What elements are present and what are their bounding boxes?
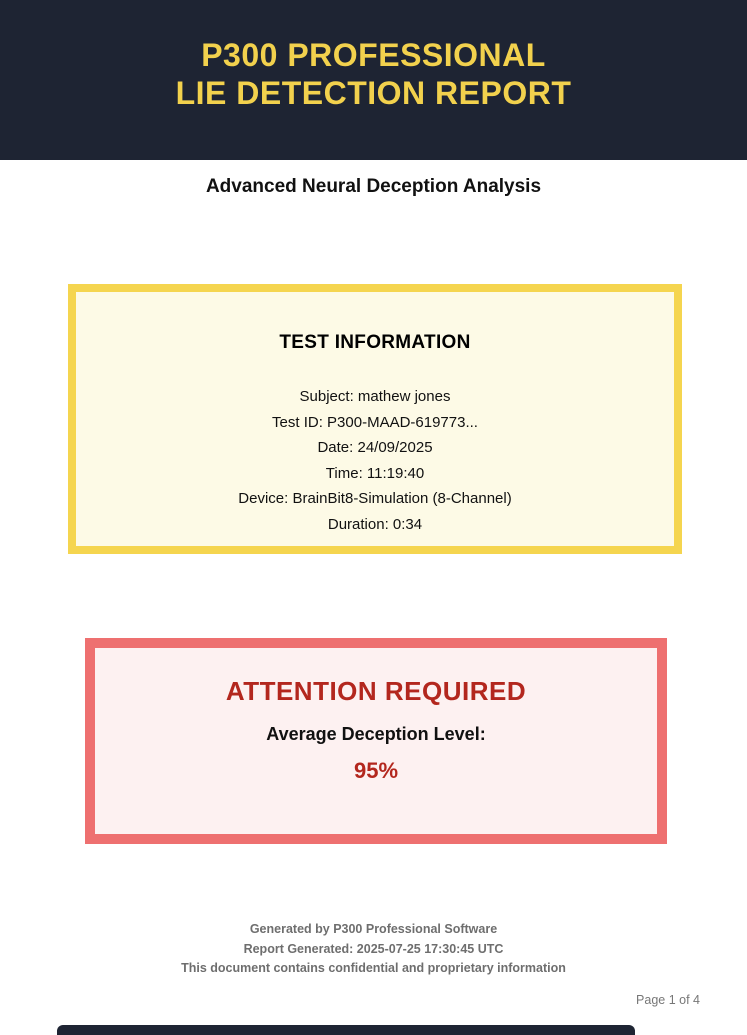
report-header-banner [0,0,747,160]
test-id-line: Test ID: P300-MAAD-619773... [272,413,478,431]
attention-card [85,638,667,844]
deception-level-label: Average Deception Level: [266,724,486,744]
footer-confidentiality-note: This document contains confidential and proprietary information [181,961,566,976]
report-title-line1: P300 PROFESSIONAL [201,37,546,73]
test-info-lines [76,384,674,537]
test-info-title: TEST INFORMATION [279,332,471,353]
bottom-dark-bar [57,1025,635,1035]
report-title-line2: LIE DETECTION REPORT [175,75,572,111]
device-line: Device: BrainBit8-Simulation (8-Channel) [238,490,512,507]
test-info-card [68,284,682,554]
page-number: Page 1 of 4 [636,993,700,1007]
footer-generated-by: Generated by P300 Professional Software [249,922,498,936]
subject-line: Subject: mathew jones [299,388,451,405]
footer-report-generated: Report Generated: 2025-07-25 17:30:45 UTC [243,941,504,956]
footer-notes [0,920,747,979]
deception-level-value: 95% [353,758,399,783]
attention-title: ATTENTION REQUIRED [225,676,527,706]
duration-line: Duration: 0:34 [327,515,423,533]
report-subtitle: Advanced Neural Deception Analysis [205,176,542,197]
time-line: Time: 11:19:40 [325,464,425,482]
report-title [0,0,747,112]
date-line: Date: 24/09/2025 [317,439,433,456]
